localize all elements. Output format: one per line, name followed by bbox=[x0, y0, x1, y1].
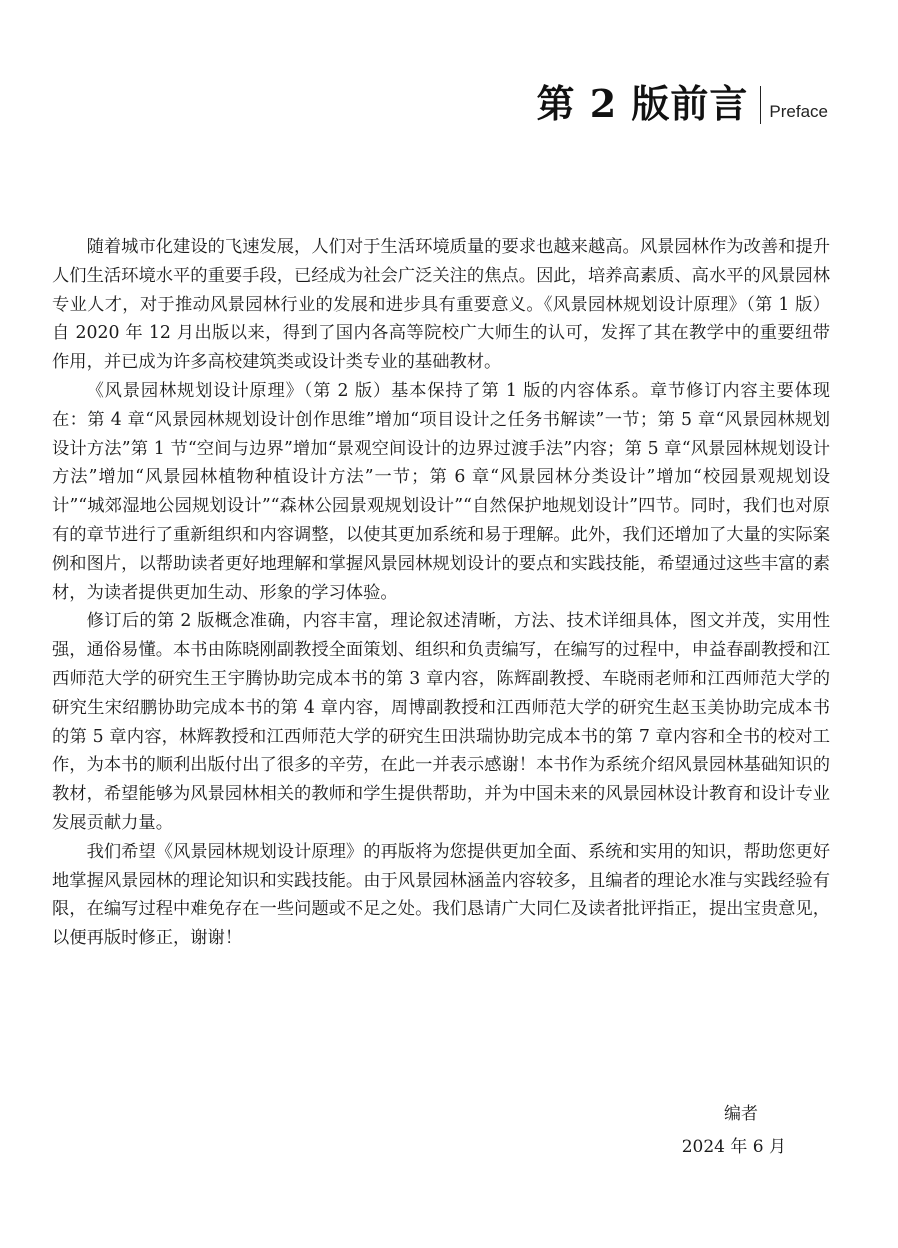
page-subtitle: Preface bbox=[769, 102, 828, 121]
signature bbox=[682, 1098, 786, 1164]
signature-date: 2024 年 6 月 bbox=[681, 1137, 786, 1157]
paragraph: 我们希望《风景园林规划设计原理》的再版将为您提供更加全面、系统和实用的知识，帮助您更好地掌握风景园林的理论知识和实践技能。由于风景园林涵盖内容较多，且编者的理论水准与实践经验有限，在编写过程中难免存在一些问题或不足之处。我们恳请广大同仁及读者批评指正，提出宝贵意见，以便再版时修正，谢谢！ bbox=[52, 841, 830, 949]
paragraph: 《风景园林规划设计原理》（第 2 版）基本保持了第 1 版的内容体系。章节修订内容主要体现在：第 4 章“风景园林规划设计创作思维”增加“项目设计之任务书解读”一节；第 5 章“风景园林规划设计方法”第 1 节“空间与边界”增加“景观空间设计的边界过渡手法”内容；第 5 章“风景园林规划设计方法”增加“风景园林植物种植设计方法”一节；第 6 章“风景园林分类设计”增加“校园景观规划设计”“城郊湿地公园规划设计”“森林公园景观规划设计”“自然保护地规划设计”四节。同时，我们也对原有的章节进行了重新组织和内容调整，以使其更加系统和易于理解。此外，我们还增加了大量的实际案例和图片，以帮助读者更好地理解和掌握风景园林规划设计的要点和实践技能，希望通过这些丰富的素材，为读者提供更加生动、形象的学习体验。 bbox=[52, 380, 830, 603]
paragraph: 修订后的第 2 版概念准确，内容丰富，理论叙述清晰，方法、技术详细具体，图文并茂，实用性强，通俗易懂。本书由陈晓刚副教授全面策划、组织和负责编写，在编写的过程中，申益春副教授和江西师范大学的研究生王宇腾协助完成本书的第 3 章内容，陈辉副教授、车晓雨老师和江西师范大学的研究生宋绍鹏协助完成本书的第 4 章内容，周博副教授和江西师范大学的研究生赵玉美协助完成本书的第 5 章内容，林辉教授和江西师范大学的研究生田洪瑞协助完成本书的第 7 章内容和全书的校对工作，为本书的顺利出版付出了很多的辛劳，在此一并表示感谢！本书作为系统介绍风景园林基础知识的教材，希望能够为风景园林相关的教师和学生提供帮助，并为中国未来的风景园林设计教育和设计专业发展贡献力量。 bbox=[52, 611, 830, 833]
page-title: 第 2 版前言 bbox=[536, 81, 749, 126]
preface-body bbox=[52, 233, 830, 953]
paragraph: 随着城市化建设的飞速发展，人们对于生活环境质量的要求也越来越高。风景园林作为改善和提升人们生活环境水平的重要手段，已经成为社会广泛关注的焦点。因此，培养高素质、高水平的风景园林专业人才，对于推动风景园林行业的发展和进步具有重要意义。《风景园林规划设计原理》（第 1 版）自 2020 年 12 月出版以来，得到了国内各高等院校广大师生的认可，发挥了其在教学中的重要纽带作用，并已成为许多高校建筑类或设计类专业的基础教材。 bbox=[52, 237, 830, 373]
header-divider bbox=[760, 86, 761, 124]
page-header bbox=[537, 76, 829, 126]
signature-editor: 编者 bbox=[724, 1104, 758, 1124]
